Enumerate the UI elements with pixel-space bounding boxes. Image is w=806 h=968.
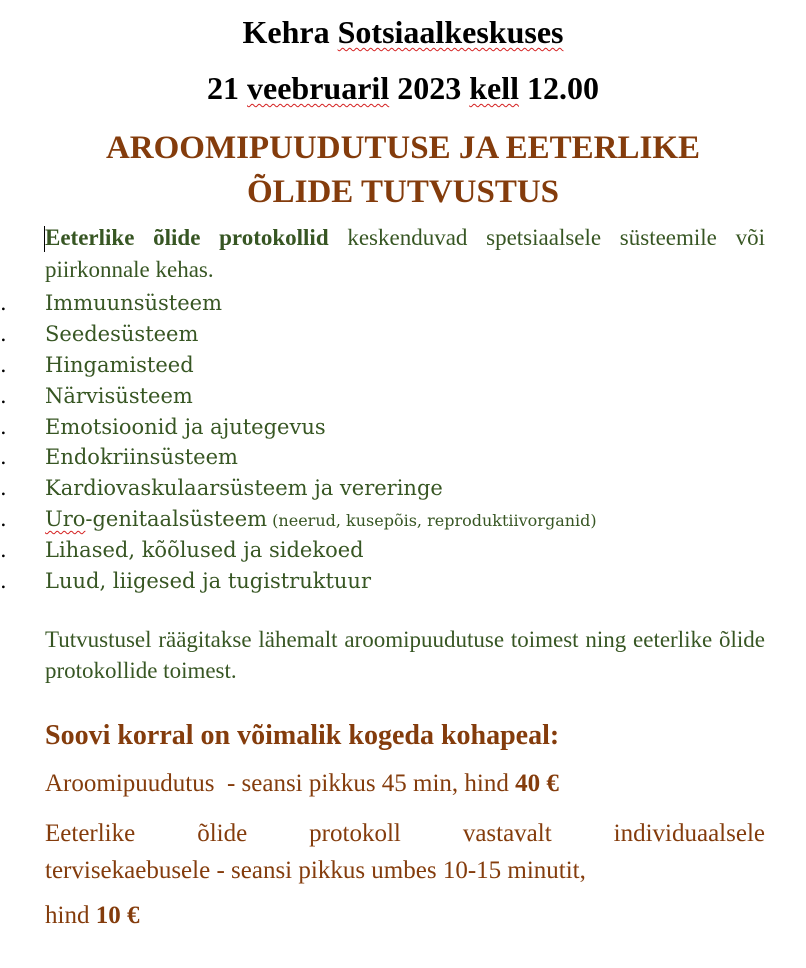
venue-title-spellcheck: Sotsiaalkeskuses [337, 14, 564, 50]
offer-heading: Soovi korral on võimalik kogeda kohapeal: [45, 720, 560, 751]
offer-oil-protocol [45, 815, 765, 889]
date-day: 21 [207, 70, 248, 106]
list-item [0, 535, 597, 566]
event-heading-line1: AROOMIPUUDUTUSE JA EETERLIKE [105, 130, 701, 166]
list-item [0, 350, 597, 381]
system-list [0, 288, 597, 597]
venue-title-plain: Kehra [242, 14, 338, 50]
intro-rest: keskenduvad spetsiaalsele süsteemile või piirkonnale kehas. [45, 225, 765, 282]
list-item [0, 473, 597, 504]
list-item-text: Kardiovaskulaarsüsteem ja vereringe [45, 476, 443, 501]
list-item-text: Lihased, kõõlused ja sidekoed [45, 538, 364, 563]
offer-aroma-touch-price: 40 € [515, 770, 559, 797]
list-item-text: Hingamisteed [45, 352, 194, 377]
list-item [0, 288, 597, 319]
event-heading-line2: ÕLIDE TUTVUSTUS [246, 174, 560, 210]
date-time: 12.00 [518, 70, 599, 106]
intro-paragraph[interactable] [45, 222, 765, 286]
offer-aroma-touch-text: Aroomipuudutus - seansi pikkus 45 min, hind [45, 770, 516, 797]
offer-aroma-touch [45, 770, 559, 798]
bullet-dot: . [0, 383, 7, 408]
offer-price-label: hind [45, 902, 96, 929]
list-item-text: -genitaalsüsteem [85, 507, 268, 532]
talk-paragraph[interactable]: Tutvustusel räägitakse lähemalt aroomipuudutuse toimest ning eeterlike õlide protokollide toimest. [45, 627, 765, 683]
offer-price-value: 10 € [95, 902, 140, 929]
bullet-dot: . [0, 321, 7, 346]
bullet-dot: . [0, 352, 7, 377]
offer-oil-protocol-line2: tervisekaebusele - seansi pikkus umbes 10-15 minutit, [45, 857, 586, 884]
bullet-dot: . [0, 569, 7, 594]
date-year: 2023 [389, 70, 470, 106]
intro-bold: Eeterlike õlide protokollid [45, 225, 329, 250]
venue-title [0, 14, 806, 51]
date-kell: kell [469, 70, 519, 106]
list-item-text: Seedesüsteem [45, 321, 199, 346]
bullet-dot: . [0, 445, 7, 470]
list-item-text: Närvisüsteem [45, 383, 193, 408]
list-item [0, 566, 597, 597]
list-item-text: Emotsioonid ja ajutegevus [45, 414, 326, 439]
list-item [0, 412, 597, 443]
bullet-dot: . [0, 476, 7, 501]
list-item [0, 442, 597, 473]
list-item-text: Endokriinsüsteem [45, 445, 238, 470]
list-item-text: Luud, liigesed ja tugistruktuur [45, 569, 371, 594]
list-item [0, 319, 597, 350]
bullet-dot: . [0, 507, 7, 532]
offer-oil-protocol-line1: Eeterlike õlide protokoll vastavalt individuaalsele [45, 820, 765, 847]
list-item-spellcheck: Uro [45, 507, 86, 532]
event-datetime [0, 70, 806, 107]
list-item-note: (neerud, kusepõis, reproduktiivorganid) [267, 511, 597, 531]
bullet-dot: . [0, 291, 7, 315]
date-month: veebruaril [247, 70, 390, 106]
bullet-dot: . [0, 538, 7, 563]
event-heading [0, 126, 806, 214]
list-item-text: Immuunsüsteem [45, 291, 222, 315]
offer-oil-protocol-price [45, 902, 139, 930]
list-item [0, 504, 597, 535]
list-item [0, 381, 597, 412]
bullet-dot: . [0, 414, 7, 439]
